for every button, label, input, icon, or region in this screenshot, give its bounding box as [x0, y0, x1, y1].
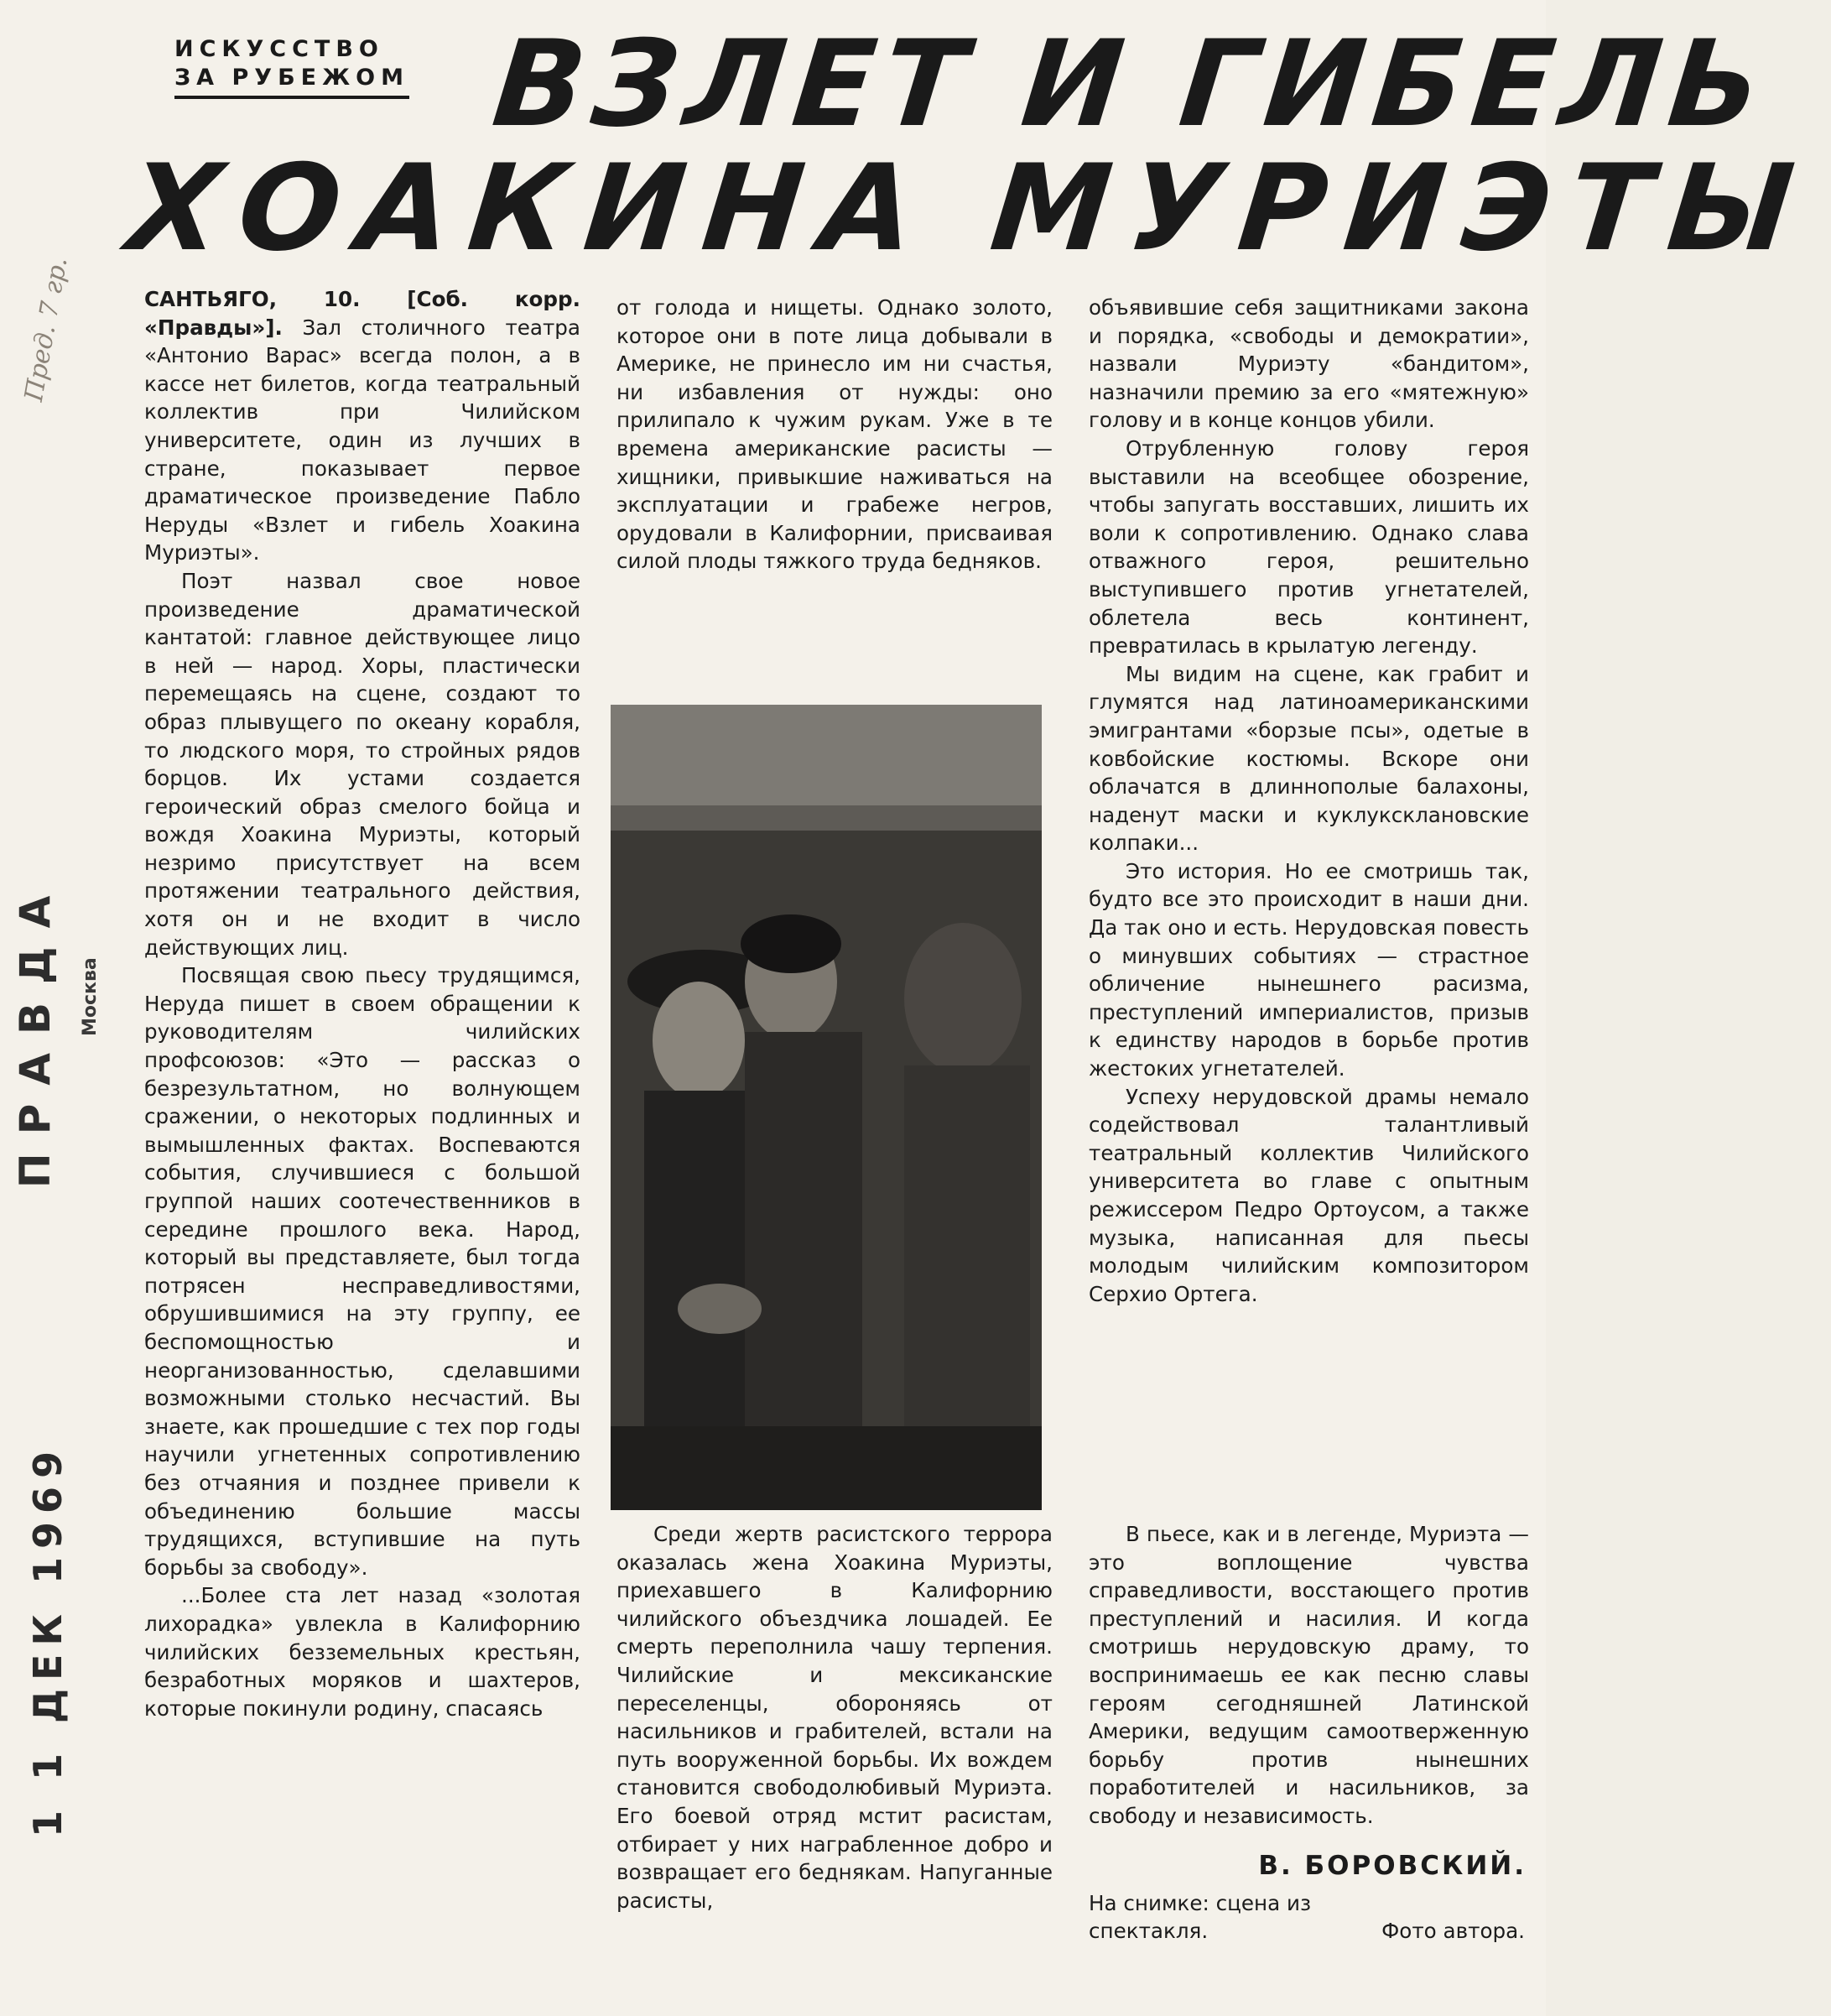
column-3	[1089, 294, 1529, 1308]
paragraph: Поэт назвал свое новое произведение драматической кантатой: главное действующее лицо в ней — народ. Хоры, пластически перемещаясь на сцене, создают то образ плывущего по океану корабля, то людского моря, то стройных рядов борцов. Их устами создается героический образ смелого бойца и вождя Хоакина Муриэты, который незримо присутствует на всем протяжении театрального действия, хотя он и не входит в число действующих лиц.	[144, 568, 580, 960]
paragraph: ...Более ста лет назад «золотая лихорадка» увлекла в Калифорнию чилийских безземельных крестьян, безработных моряков и шахтеров, которые покинули родину, спасаясь	[144, 1583, 580, 1721]
column-1	[144, 285, 580, 1722]
headline-line-2: ХОАКИНА МУРИЭТЫ	[122, 139, 1818, 278]
paragraph-text: Зал столичного театра «Антонио Варас» всегда полон, а в кассе нет билетов, когда театральный коллектив при Чилийском университете, один из лучших в стране, показывает первое драматическое произведение Пабло Неруды «Взлет и гибель Хоакина Муриэты».	[144, 315, 580, 565]
paragraph	[144, 285, 580, 567]
rubric-line-2a: ЗА	[174, 65, 221, 91]
dateline: САНТЬЯГО, 10. [Соб. корр. «Правды»].	[144, 287, 580, 340]
paragraph: Среди жертв расистского террора оказалась жена Хоакина Муриэты, приехавшего в Калифорнию чилийского объездчика лошадей. Ее смерть переполнила чашу терпения. Чилийские и мексиканские переселенцы, обороняясь от насильников и грабителей, встали на путь вооруженной борьбы. Их вождем становится свободолюбивый Муриэта. Его боевой отряд мстит расистам, отбирает у них награбленное добро и возвращает его беднякам. Напуганные расисты,	[616, 1522, 1053, 1913]
photo-caption	[1089, 1889, 1525, 1945]
handwritten-note: Пред. 7 гр.	[18, 254, 74, 404]
section-rubric	[174, 35, 409, 99]
newspaper-name: ПРАВДА	[11, 877, 60, 1189]
paragraph: Посвящая свою пьесу трудящимся, Неруда пишет в своем обращении к руководителям чилийских профсоюзов: «Это — рассказ о безрезультатном, но волнующем сражении, о некоторых подлинных и вымышленных фактах. Воспеваются события, случившиеся с большой группой наших соотечественников в середине прошлого века. Народ, который вы представляете, был тогда потрясен несправедливостями, обрушившимися на эту группу, ее беспомощностью и неорганизованностью, сделавшими возможными столько несчастий. Вы знаете, как прошедшие с тех пор годы научили угнетенных сопротивлению без отчаяния и позднее привели к объединению большие массы трудящихся, вступившие на путь борьбы за свободу».	[144, 963, 580, 1580]
stage-photo-image	[611, 705, 1042, 1510]
caption-line-2a: спектакля.	[1089, 1919, 1209, 1943]
paragraph: Это история. Но ее смотришь так, будто все это происходит в наши дни. Да так оно и есть. Нерудовская повесть о минувших событиях — страстное обличение нынешнего расизма, преступлений империалистов, призыв к единству народов в борьбе против жестоких угнетателей.	[1089, 858, 1529, 1081]
date-stamp: 1 1 ДЕК 1969	[25, 1442, 70, 1837]
column-5	[1089, 1520, 1529, 1831]
stage-photo	[611, 705, 1042, 1510]
paragraph: объявившие себя защитниками закона и порядка, «свободы и демократии», назвали Муриэту «бандитом», назначили премию за его «мятежную» голову и в конце концов убили.	[1089, 295, 1529, 433]
column-4	[616, 1520, 1053, 1914]
newspaper-city: Москва	[80, 957, 101, 1036]
paragraph: Мы видим на сцене, как грабит и глумятся над латиноамериканскими эмигрантами «борзые псы», одетые в ковбойские костюмы. Вскоре они облачатся в длиннополые балахоны, наденут маски и куклуксклановские колпаки...	[1089, 661, 1529, 856]
caption-line-2	[1089, 1917, 1525, 1945]
rubric-line-2	[174, 64, 409, 99]
paragraph: Успеху нерудовской драмы немало содействовал талантливый театральный коллектив Чилийского университета во главе с опытным режиссером Педро Ортоусом, а также музыка, написанная для пьесы молодым чилийским композитором Серхио Ортега.	[1089, 1084, 1529, 1306]
paragraph: В пьесе, как и в легенде, Муриэта — это воплощение чувства справедливости, восстающего против преступлений и насилия. И когда смотришь нерудовскую драму, то воспринимаешь ее как песню славы героям сегодняшней Латинской Америки, ведущим самоотверженную борьбу против нынешних поработителей и насильников, за свободу и независимость.	[1089, 1522, 1529, 1828]
headline-line-1: ВЗЛЕТ И ГИБЕЛЬ	[486, 15, 1776, 154]
rubric-line-2b: РУБЕЖОМ	[231, 65, 409, 91]
paragraph: Отрубленную голову героя выставили на всеобщее обозрение, чтобы запугать восставших, лишить их воли к сопротивлению. Однако слава отважного героя, решительно выступившего против угнетателей, облетела весь континент, превратилась в крылатую легенду.	[1089, 435, 1529, 659]
caption-line-1: На снимке: сцена из	[1089, 1891, 1312, 1915]
caption-line-2b: Фото автора.	[1381, 1919, 1525, 1943]
paragraph: от голода и нищеты. Однако золото, которое они в поте лица добывали в Америке, не принесло им ни счастья, ни избавления от нужды: оно прилипало к чужим рукам. Уже в те времена американские расисты — хищники, привыкшие наживаться на эксплуатации и грабеже негров, орудовали в Калифорнии, присваивая силой плоды тяжкого труда бедняков.	[616, 295, 1053, 574]
rubric-line-1: ИСКУССТВО	[174, 36, 384, 62]
author-signature: В. БОРОВСКИЙ.	[1258, 1851, 1527, 1881]
column-2	[616, 294, 1053, 576]
